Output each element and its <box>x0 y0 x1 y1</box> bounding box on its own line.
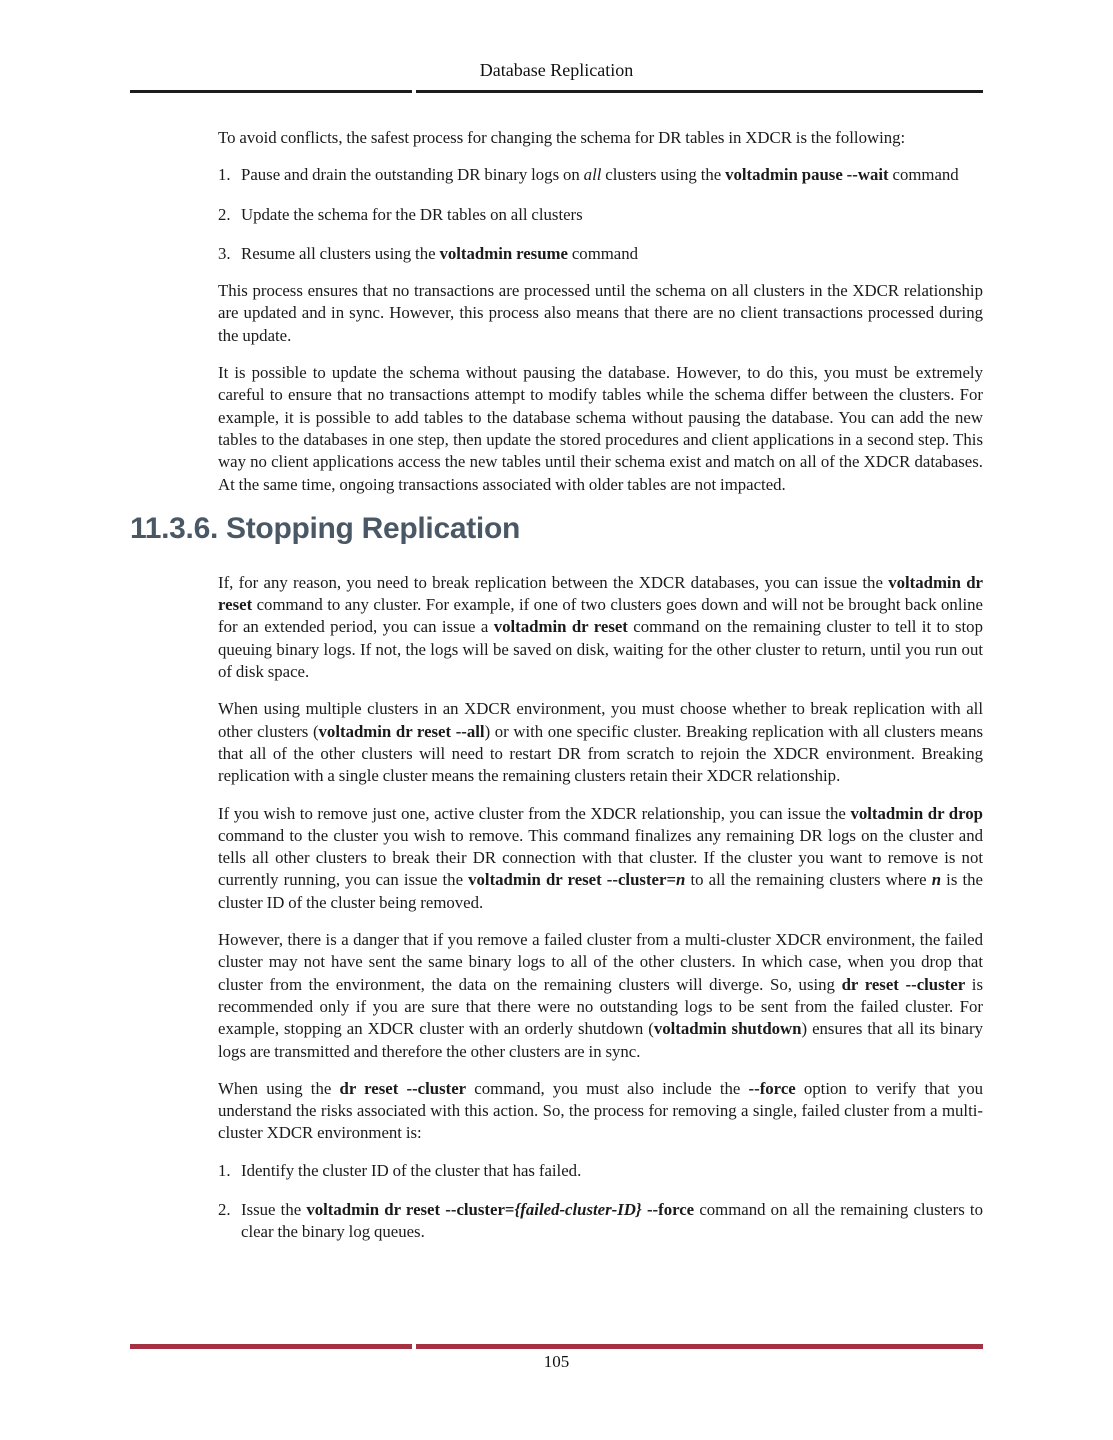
header-rule-right-segment <box>416 90 983 93</box>
list-marker: 1. <box>218 1160 231 1180</box>
paragraph-force: When using the dr reset --cluster command, you must also include the --force option to verify that you understand the risks associated with this action. So, the process for removing a single, failed cluster from a multi-cluster XDCR environment is: <box>218 1078 983 1143</box>
paragraph-remove-one: If you wish to remove just one, active cluster from the XDCR relationship, you can issue the voltadmin dr drop command to the cluster you wish to remove. This command finalizes any remaining DR logs on the cluster and tells all other clusters to break their DR connection with that cluster. If the cluster you want to remove is not currently running, you can issue the voltadmin dr reset --cluster=n to all the remaining clusters where n is the cluster ID of the cluster being removed. <box>218 803 984 912</box>
list-item-text: Identify the cluster ID of the cluster that has failed. <box>241 1160 582 1180</box>
list-item <box>218 243 983 265</box>
footer-rule-left-segment <box>130 1344 412 1349</box>
cluster-removal-steps-list <box>218 1160 983 1244</box>
paragraph-danger: However, there is a danger that if you remove a failed cluster from a multi-cluster XDCR environment, the failed cluster may not have sent the same binary logs to all of the other clusters. In which case, when you drop that cluster from the environment, the data on the remaining clusters will diverge. So, using dr reset --cluster is recommended only if you are sure that there were no outstanding logs to be sent from the failed cluster. For example, stopping an XDCR cluster with an orderly shutdown (voltadmin shutdown) ensures that all its binary logs are transmitted and therefore the other clusters are in sync. <box>218 930 983 1061</box>
footer-rule <box>130 1344 983 1349</box>
list-item-text: Issue the voltadmin dr reset --cluster={failed-cluster-ID} --force command on all the remaining clusters to clear the binary log queues. <box>241 1199 983 1242</box>
page-content <box>130 127 983 1259</box>
list-marker: 1. <box>218 165 231 185</box>
list-item-text: Update the schema for the DR tables on all clusters <box>241 204 583 224</box>
paragraph-multiple-clusters: When using multiple clusters in an XDCR environment, you must choose whether to break replication with all other clusters (voltadmin dr reset --all) or with one specific cluster. Breaking replication with all clusters means that all of the other clusters will need to restart DR from scratch to rejoin the XDCR environment. Breaking replication with a single cluster means the remaining clusters retain their XDCR relationship. <box>218 699 983 786</box>
header-rule <box>130 90 983 93</box>
section-heading: 11.3.6. Stopping Replication <box>130 511 521 545</box>
paragraph-if-reason: If, for any reason, you need to break replication between the XDCR databases, you can issue the voltadmin dr reset command to any cluster. For example, if one of two clusters goes down and will not be brought back online for an extended period, you can issue a voltadmin dr reset command on the remaining cluster to tell it to stop queuing binary logs. If not, the logs will be saved on disk, waiting for the other cluster to return, until you run out of disk space. <box>218 572 983 682</box>
list-item <box>218 1160 983 1182</box>
paragraph-possible: It is possible to update the schema without pausing the database. However, to do this, you must be extremely careful to ensure that no transactions attempt to modify tables while the schema differ between the clusters. For example, it is possible to add tables to the database schema without pausing the database. You can add the new tables to the databases in one step, then update the stored procedures and client applications in a second step. This way no client applications access the new tables until their schema exist and match on all of the XDCR databases. At the same time, ongoing transactions associated with older tables are not impacted. <box>218 363 983 494</box>
list-item <box>218 204 983 226</box>
paragraph-process: This process ensures that no transactions are processed until the schema on all clusters in the XDCR relationship are updated and in sync. However, this process also means that there are no client transactions processed during the update. <box>218 281 983 345</box>
schema-change-steps-list <box>218 164 983 265</box>
page-number: 105 <box>543 1352 570 1371</box>
list-marker: 3. <box>218 243 231 263</box>
list-item <box>218 164 983 186</box>
running-header-title: Database Replication <box>479 60 634 80</box>
list-marker: 2. <box>218 1199 231 1219</box>
list-marker: 2. <box>218 204 231 224</box>
header-rule-left-segment <box>130 90 412 93</box>
paragraph-intro: To avoid conflicts, the safest process for changing the schema for DR tables in XDCR is the following: <box>218 128 906 147</box>
list-item <box>218 1199 983 1244</box>
list-item-text: Pause and drain the outstanding DR binary logs on all clusters using the voltadmin pause --wait command <box>241 165 959 185</box>
footer-rule-right-segment <box>416 1344 983 1349</box>
list-item-text: Resume all clusters using the voltadmin resume command <box>241 243 639 263</box>
